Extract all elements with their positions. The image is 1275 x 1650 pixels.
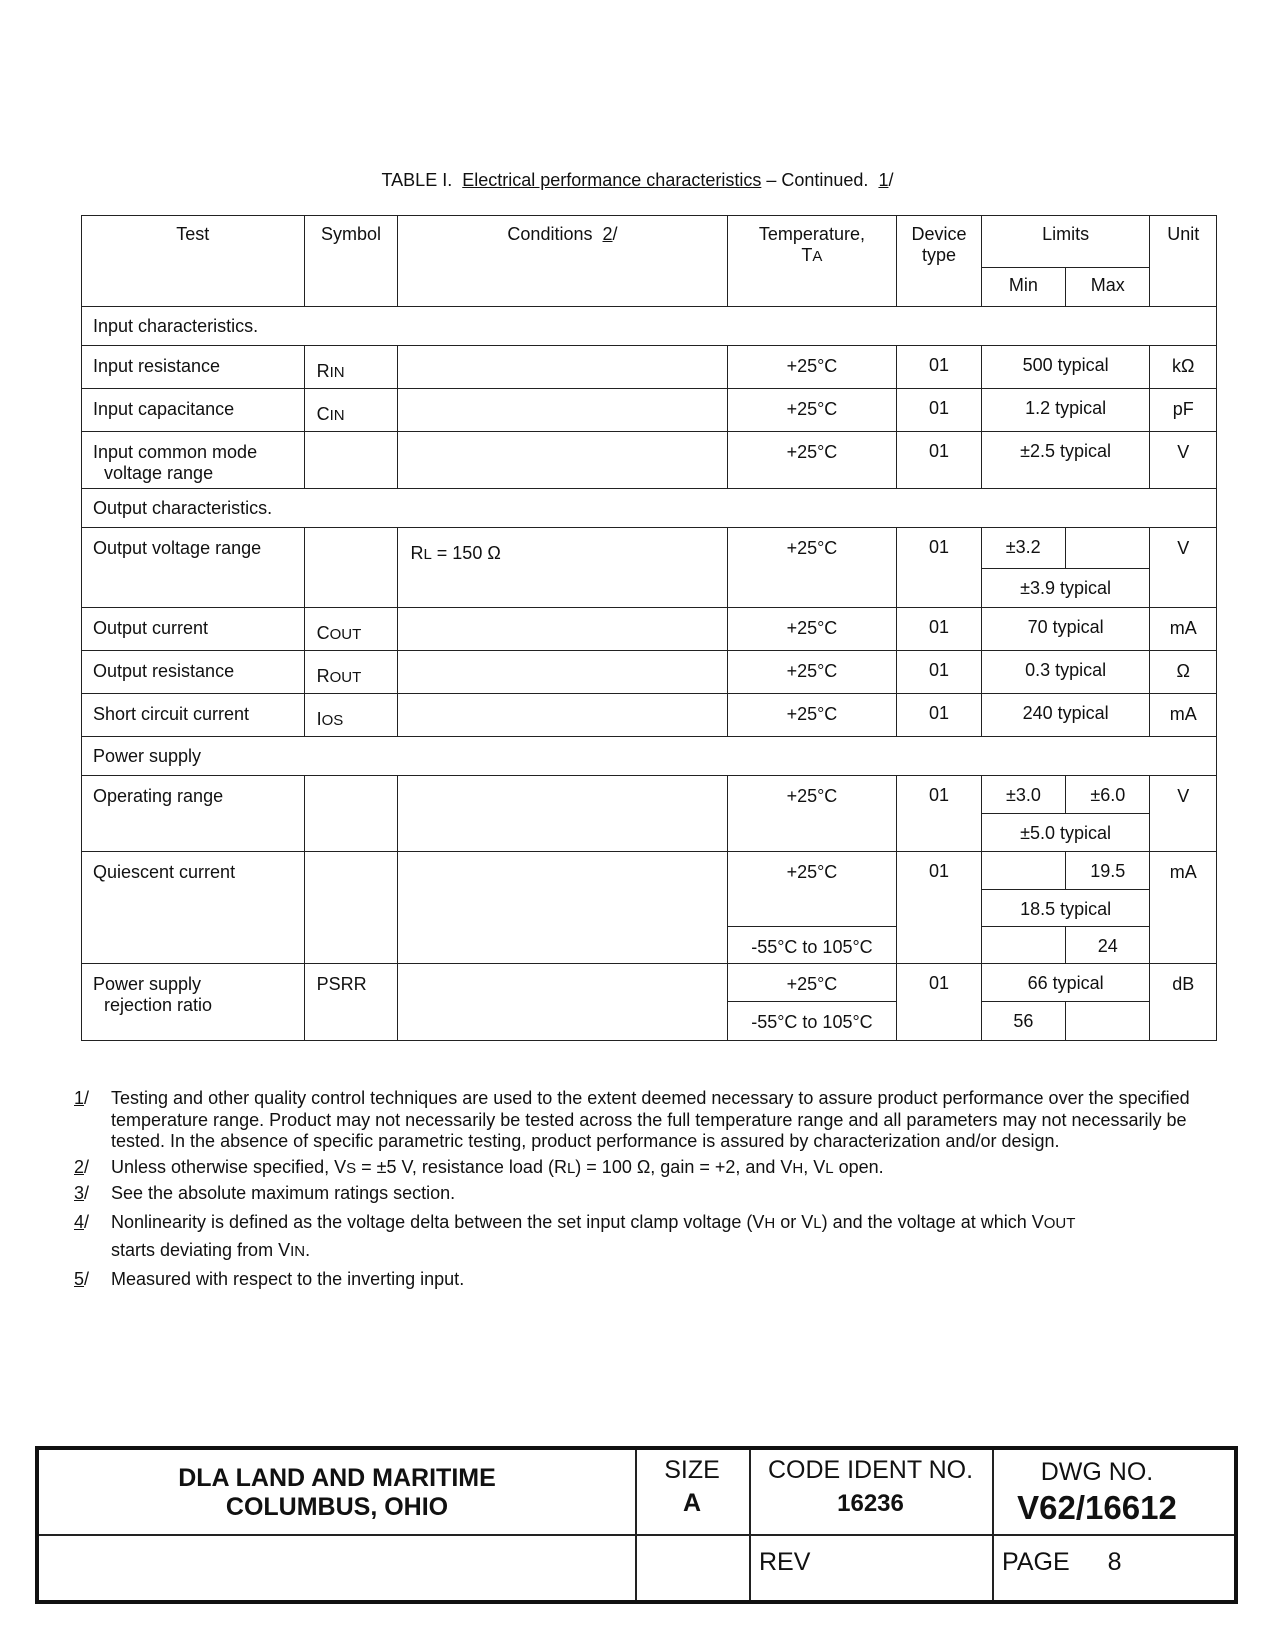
note-2: 2/ Unless otherwise specified, VS = ±5 V, resistance load (RL) = 100 Ω, gain = +2, and VH, VL open. xyxy=(74,1156,884,1177)
title-suffix: – Continued. xyxy=(766,170,869,190)
conditions-cell xyxy=(398,852,727,964)
device-cell: 01 xyxy=(897,964,981,1041)
note-3: 3/ See the absolute maximum ratings section. xyxy=(74,1183,456,1203)
notes-section xyxy=(74,1088,1224,1294)
device-cell: 01 xyxy=(897,608,981,651)
device-cell: 01 xyxy=(897,651,981,694)
temperature-cell: +25°C xyxy=(727,528,897,608)
unit-cell: kΩ xyxy=(1150,346,1217,389)
conditions-cell: RL = 150 Ω xyxy=(398,528,727,608)
table-row xyxy=(82,432,1217,489)
temperature-cell: +25°C xyxy=(727,346,897,389)
conditions-cell xyxy=(398,389,727,432)
title-note-ref: 1 xyxy=(878,170,889,190)
test-cell: Power supply rejection ratio xyxy=(82,964,305,1041)
conditions-cell xyxy=(398,964,727,1041)
code-ident-cell: CODE IDENT NO. 16236 xyxy=(767,1456,974,1517)
conditions-cell xyxy=(398,608,727,651)
max-cell xyxy=(1066,528,1150,569)
header-conditions: Conditions 2/ xyxy=(398,216,727,307)
limit-cell: 0.3 typical xyxy=(981,651,1150,694)
header-max: Max xyxy=(1066,268,1150,307)
header-device-type: Device type xyxy=(897,216,981,307)
symbol-cell xyxy=(304,852,398,964)
note-4: 4/ Nonlinearity is defined as the voltage delta between the set input clamp voltage (VH or VL) and the voltage at which VOUT starts deviating from VIN. xyxy=(74,1211,1076,1260)
header-test: Test xyxy=(82,216,305,307)
test-cell: Input resistance xyxy=(82,346,305,389)
unit-cell: Ω xyxy=(1150,651,1217,694)
table-row xyxy=(82,528,1217,569)
temperature-cell: +25°C xyxy=(727,432,897,489)
temperature-cell: +25°C xyxy=(727,852,897,927)
test-cell: Quiescent current xyxy=(82,852,305,964)
symbol-cell: RIN xyxy=(304,346,398,389)
max-cell: 24 xyxy=(1066,927,1150,964)
conditions-cell xyxy=(398,694,727,737)
limit-cell: ±3.9 typical xyxy=(981,569,1150,608)
header-min: Min xyxy=(981,268,1065,307)
symbol-cell: CIN xyxy=(304,389,398,432)
section-row xyxy=(82,489,1217,528)
table-row xyxy=(82,694,1217,737)
header-limits: Limits xyxy=(981,216,1150,268)
table-row xyxy=(82,608,1217,651)
limit-cell: 66 typical xyxy=(981,964,1150,1002)
min-cell: ±3.2 xyxy=(981,528,1065,569)
temperature-cell: +25°C xyxy=(727,964,897,1002)
table-title: TABLE I. Electrical performance characteristics – Continued. 1/ xyxy=(381,170,894,190)
symbol-cell: PSRR xyxy=(304,964,398,1041)
title-prefix: TABLE I. xyxy=(381,170,453,190)
temperature-cell: +25°C xyxy=(727,608,897,651)
max-cell: 19.5 xyxy=(1066,852,1150,890)
size-cell: SIZE A xyxy=(664,1456,720,1517)
device-cell: 01 xyxy=(897,432,981,489)
table-row xyxy=(82,964,1217,1002)
symbol-cell: ROUT xyxy=(304,651,398,694)
section-input: Input characteristics. xyxy=(82,307,1217,346)
electrical-characteristics-table xyxy=(81,215,1217,1041)
section-row xyxy=(82,307,1217,346)
organization: DLA LAND AND MARITIME COLUMBUS, OHIO xyxy=(178,1464,496,1521)
device-cell: 01 xyxy=(897,389,981,432)
unit-cell: mA xyxy=(1150,694,1217,737)
symbol-cell xyxy=(304,432,398,489)
temperature-cell: +25°C xyxy=(727,651,897,694)
temperature-cell: -55°C to 105°C xyxy=(727,927,897,964)
device-cell: 01 xyxy=(897,852,981,964)
test-cell: Short circuit current xyxy=(82,694,305,737)
section-output: Output characteristics. xyxy=(82,489,1217,528)
rev-label: REV xyxy=(759,1548,811,1576)
test-cell: Operating range xyxy=(82,776,305,852)
test-cell: Output voltage range xyxy=(82,528,305,608)
header-unit: Unit xyxy=(1150,216,1217,307)
table-row xyxy=(82,776,1217,814)
conditions-cell xyxy=(398,346,727,389)
test-cell: Output resistance xyxy=(82,651,305,694)
limit-cell: 240 typical xyxy=(981,694,1150,737)
header-temperature: Temperature, TA xyxy=(727,216,897,307)
test-cell: Input common mode voltage range xyxy=(82,432,305,489)
temperature-cell: +25°C xyxy=(727,389,897,432)
title-block xyxy=(35,1446,1238,1604)
symbol-cell xyxy=(304,776,398,852)
test-cell: Input capacitance xyxy=(82,389,305,432)
min-cell xyxy=(981,927,1065,964)
max-cell: ±6.0 xyxy=(1066,776,1150,814)
table-row xyxy=(82,346,1217,389)
unit-cell: mA xyxy=(1150,852,1217,964)
limit-cell: ±2.5 typical xyxy=(981,432,1150,489)
device-cell: 01 xyxy=(897,776,981,852)
table-row xyxy=(82,852,1217,890)
device-cell: 01 xyxy=(897,346,981,389)
limit-cell: 18.5 typical xyxy=(981,890,1150,927)
section-power: Power supply xyxy=(82,737,1217,776)
note-5: 5/ Measured with respect to the inverting input. xyxy=(74,1268,465,1289)
limit-cell: 500 typical xyxy=(981,346,1150,389)
min-cell: ±3.0 xyxy=(981,776,1065,814)
temperature-cell: +25°C xyxy=(727,776,897,852)
conditions-cell xyxy=(398,651,727,694)
min-cell: 56 xyxy=(981,1002,1065,1041)
conditions-cell xyxy=(398,432,727,489)
unit-cell: pF xyxy=(1150,389,1217,432)
temperature-cell: -55°C to 105°C xyxy=(727,1002,897,1041)
temperature-cell: +25°C xyxy=(727,694,897,737)
conditions-cell xyxy=(398,776,727,852)
header-symbol: Symbol xyxy=(304,216,398,307)
note-1: 1/ Testing and other quality control techniques are used to the extent deemed necessary to assure product performance over the specified temperature range. Product may not necessarily be tested across the full temperature range and all parameters may not necessarily be tested. In the absence of specific parametric testing, product performance is assured by characterization and/or design. xyxy=(74,1088,1190,1151)
device-cell: 01 xyxy=(897,528,981,608)
max-cell xyxy=(1066,1002,1150,1041)
unit-cell: mA xyxy=(1150,608,1217,651)
title-underlined: Electrical performance characteristics xyxy=(462,170,762,190)
unit-cell: V xyxy=(1150,776,1217,852)
dwg-no-cell: DWG NO. V62/16612 xyxy=(1017,1458,1177,1526)
limit-cell: 70 typical xyxy=(981,608,1150,651)
symbol-cell xyxy=(304,528,398,608)
unit-cell: V xyxy=(1150,432,1217,489)
table-row xyxy=(82,651,1217,694)
symbol-cell: IOS xyxy=(304,694,398,737)
test-cell: Output current xyxy=(82,608,305,651)
unit-cell: dB xyxy=(1150,964,1217,1041)
symbol-cell: COUT xyxy=(304,608,398,651)
section-row xyxy=(82,737,1217,776)
limit-cell: 1.2 typical xyxy=(981,389,1150,432)
page-label: PAGE 8 xyxy=(1002,1548,1122,1576)
min-cell xyxy=(981,852,1065,890)
limit-cell: ±5.0 typical xyxy=(981,814,1150,852)
table-row xyxy=(82,389,1217,432)
unit-cell: V xyxy=(1150,528,1217,608)
device-cell: 01 xyxy=(897,694,981,737)
